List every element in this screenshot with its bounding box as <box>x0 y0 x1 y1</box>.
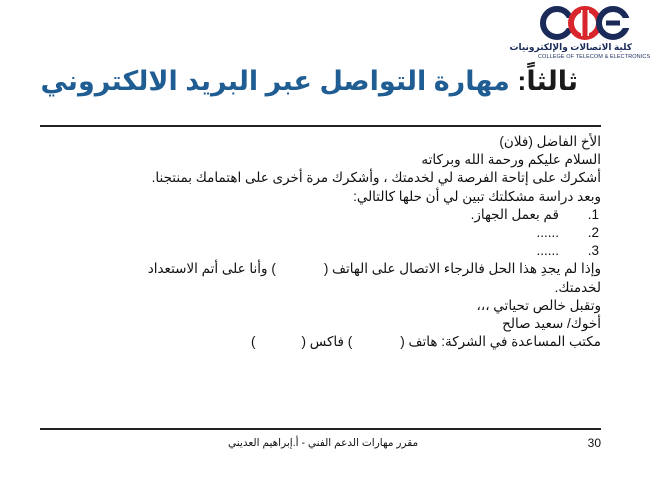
office-fax-label: ) فاكس ( <box>301 334 353 350</box>
email-letter <box>40 133 601 351</box>
signature: أخوك/ سعيد صالح <box>502 315 601 331</box>
intro-line: وبعد دراسة مشكلتك تبين لي أن حلها كالتالي: <box>353 188 601 204</box>
top-divider <box>40 125 601 127</box>
college-logo <box>509 6 650 64</box>
fallback-line <box>40 260 601 278</box>
thanks-line: أشكرك على إتاحة الفرصة لي لخدمتك ، وأشكرك مرة أخرى على اهتمامك بمنتجنا. <box>151 170 601 186</box>
fallback-text-end: ) وأنا على أتم الاستعداد <box>147 261 276 277</box>
footer <box>40 436 601 454</box>
office-close: ) <box>251 334 256 350</box>
fallback-text-start: وإذا لم يجدِ هذا الحل فالرجاء الاتصال على الهاتف ( <box>323 261 601 277</box>
greeting: الأخ الفاضل (فلان) <box>499 134 601 149</box>
fallback-continuation: لخدمتك. <box>554 279 601 295</box>
closing: وتقبل خالص تحياتي ،،، <box>476 297 601 313</box>
step-number: 3. <box>587 243 599 259</box>
page-number: 30 <box>587 436 601 450</box>
step-text: ...... <box>536 224 559 240</box>
step-number: 2. <box>587 224 599 240</box>
step-text: قم بعمل الجهاز. <box>470 206 559 222</box>
logo-english-name: COLLEGE OF TELECOM & ELECTRONICS <box>538 54 650 60</box>
salutation: السلام عليكم ورحمة الله وبركاته <box>421 152 601 168</box>
list-item <box>40 242 601 260</box>
title-prefix: ثالثاً: <box>517 66 578 96</box>
step-text: ...... <box>536 243 559 259</box>
title-text: مهارة التواصل عبر البريد الالكتروني <box>40 66 510 96</box>
list-item <box>40 224 601 242</box>
step-number: 1. <box>587 206 599 222</box>
bottom-divider <box>40 428 601 430</box>
slide-title <box>38 64 578 98</box>
office-line <box>40 333 601 351</box>
coe-logo-icon <box>538 6 632 42</box>
course-caption: مقرر مهارات الدعم الفني - أ.إبراهيم العديني <box>228 437 419 449</box>
list-item <box>40 206 601 224</box>
logo-arabic-name: كلية الاتصالات والإلكترونيات <box>509 42 632 52</box>
office-phone-label: مكتب المساعدة في الشركة: هاتف ( <box>400 334 601 350</box>
